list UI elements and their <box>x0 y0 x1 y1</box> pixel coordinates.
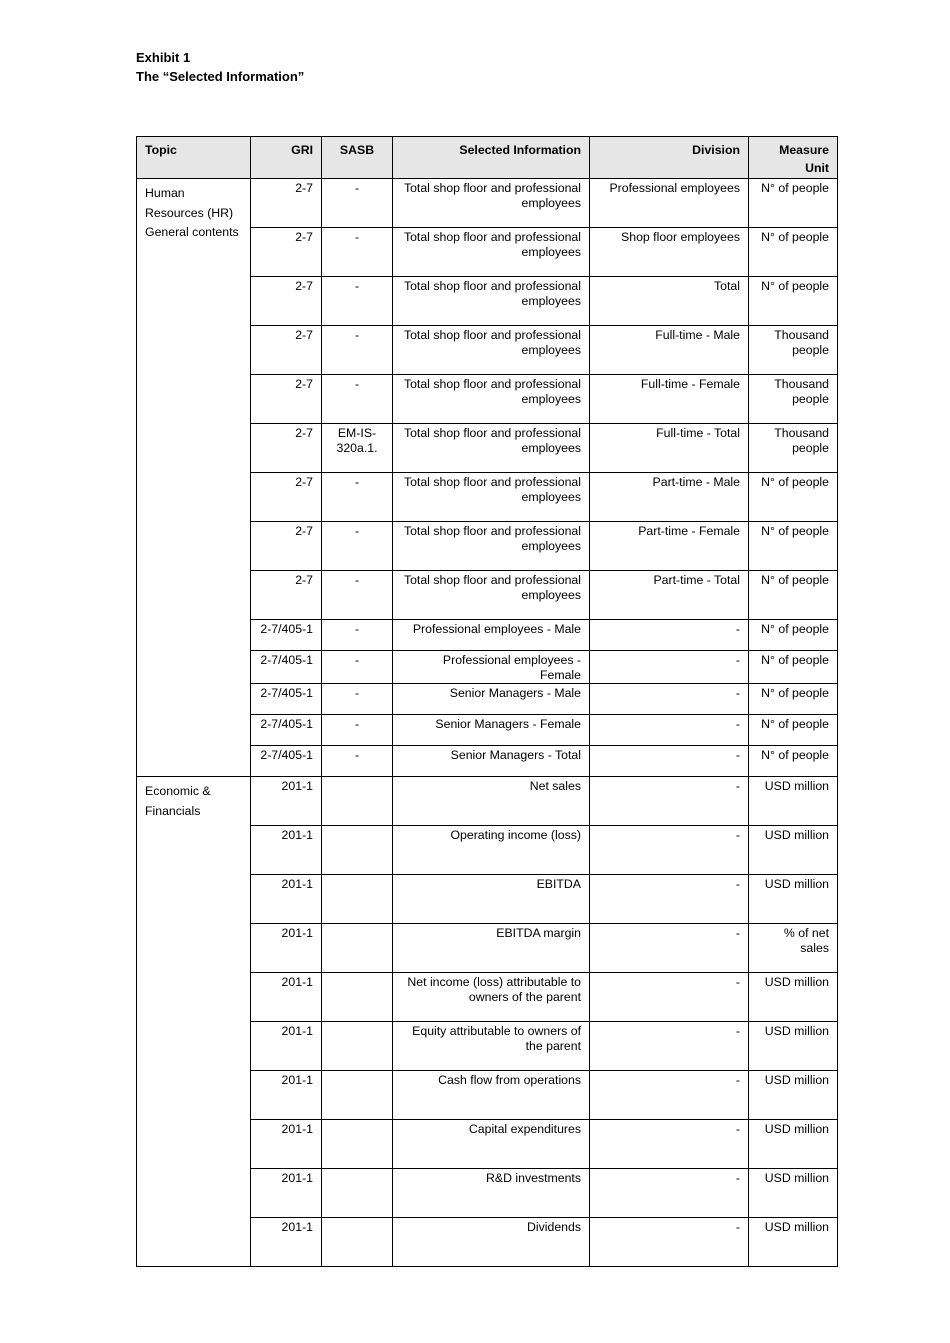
sasb-cell <box>322 1218 393 1267</box>
sasb-cell: - <box>322 277 393 326</box>
gri-cell: 2-7 <box>251 179 322 228</box>
measure-unit-cell: USD million <box>749 875 838 924</box>
selected-information-cell: Equity attributable to owners of the parent <box>393 1022 590 1071</box>
table-body <box>137 179 838 1267</box>
selected-information-cell: EBITDA margin <box>393 924 590 973</box>
division-cell: - <box>590 826 749 875</box>
sasb-cell: - <box>322 375 393 424</box>
measure-unit-cell: N° of people <box>749 746 838 777</box>
sasb-cell: - <box>322 326 393 375</box>
selected-information-cell: Total shop floor and professional employees <box>393 179 590 228</box>
division-cell: Full-time - Female <box>590 375 749 424</box>
sasb-cell: - <box>322 473 393 522</box>
division-cell: - <box>590 715 749 746</box>
exhibit-title: Exhibit 1 <box>136 50 191 65</box>
gri-cell: 201-1 <box>251 826 322 875</box>
col-header-topic: Topic <box>137 137 251 179</box>
gri-cell: 201-1 <box>251 924 322 973</box>
division-cell: - <box>590 875 749 924</box>
division-cell: Full-time - Total <box>590 424 749 473</box>
measure-unit-cell: N° of people <box>749 620 838 651</box>
gri-cell: 2-7 <box>251 277 322 326</box>
gri-cell: 201-1 <box>251 875 322 924</box>
gri-cell: 2-7/405-1 <box>251 651 322 684</box>
sasb-cell <box>322 826 393 875</box>
sasb-cell <box>322 1169 393 1218</box>
selected-information-cell: Dividends <box>393 1218 590 1267</box>
selected-information-cell: R&D investments <box>393 1169 590 1218</box>
sasb-cell <box>322 1120 393 1169</box>
col-header-gri: GRI <box>251 137 322 179</box>
gri-cell: 2-7 <box>251 522 322 571</box>
topic-cell: Human Resources (HR) General contents <box>137 179 251 777</box>
selected-information-cell: Net sales <box>393 777 590 826</box>
sasb-cell <box>322 1022 393 1071</box>
selected-information-table <box>136 136 838 1267</box>
selected-information-cell: Total shop floor and professional employees <box>393 228 590 277</box>
selected-information-cell: EBITDA <box>393 875 590 924</box>
division-cell: Part-time - Female <box>590 522 749 571</box>
selected-information-cell: Total shop floor and professional employees <box>393 326 590 375</box>
selected-information-cell: Total shop floor and professional employees <box>393 375 590 424</box>
sasb-cell: - <box>322 651 393 684</box>
measure-unit-cell: USD million <box>749 1071 838 1120</box>
division-cell: Professional employees <box>590 179 749 228</box>
selected-information-cell: Professional employees - Female <box>393 651 590 684</box>
division-cell: - <box>590 1169 749 1218</box>
measure-unit-cell: N° of people <box>749 571 838 620</box>
gri-cell: 201-1 <box>251 973 322 1022</box>
col-header-selected-information: Selected Information <box>393 137 590 179</box>
gri-cell: 2-7 <box>251 424 322 473</box>
selected-information-cell: Professional employees - Male <box>393 620 590 651</box>
division-cell: - <box>590 651 749 684</box>
measure-unit-cell: USD million <box>749 1169 838 1218</box>
selected-information-cell: Senior Managers - Female <box>393 715 590 746</box>
division-cell: Total <box>590 277 749 326</box>
measure-unit-cell: USD million <box>749 973 838 1022</box>
measure-unit-cell: USD million <box>749 1218 838 1267</box>
division-cell: - <box>590 777 749 826</box>
col-header-measure-unit: Measure Unit <box>749 137 838 179</box>
gri-cell: 2-7/405-1 <box>251 746 322 777</box>
division-cell: - <box>590 1120 749 1169</box>
selected-information-cell: Senior Managers - Total <box>393 746 590 777</box>
gri-cell: 2-7 <box>251 228 322 277</box>
measure-unit-cell: USD million <box>749 777 838 826</box>
selected-information-cell: Cash flow from operations <box>393 1071 590 1120</box>
sasb-cell: - <box>322 228 393 277</box>
gri-cell: 2-7/405-1 <box>251 620 322 651</box>
division-cell: - <box>590 1071 749 1120</box>
exhibit-heading <box>136 48 304 86</box>
division-cell: - <box>590 684 749 715</box>
measure-unit-cell: N° of people <box>749 277 838 326</box>
gri-cell: 2-7 <box>251 375 322 424</box>
sasb-cell: - <box>322 179 393 228</box>
table-header-row <box>137 137 838 179</box>
division-cell: Full-time - Male <box>590 326 749 375</box>
measure-unit-cell: N° of people <box>749 522 838 571</box>
division-cell: Part-time - Male <box>590 473 749 522</box>
selected-information-cell: Total shop floor and professional employees <box>393 473 590 522</box>
sasb-cell: - <box>322 522 393 571</box>
sasb-cell: - <box>322 746 393 777</box>
selected-information-cell: Capital expenditures <box>393 1120 590 1169</box>
sasb-cell <box>322 924 393 973</box>
gri-cell: 2-7/405-1 <box>251 715 322 746</box>
selected-information-cell: Total shop floor and professional employees <box>393 277 590 326</box>
measure-unit-cell: Thousand people <box>749 424 838 473</box>
gri-cell: 2-7 <box>251 473 322 522</box>
selected-information-cell: Total shop floor and professional employees <box>393 522 590 571</box>
division-cell: - <box>590 746 749 777</box>
selected-information-cell: Operating income (loss) <box>393 826 590 875</box>
gri-cell: 201-1 <box>251 1169 322 1218</box>
measure-unit-cell: % of net sales <box>749 924 838 973</box>
col-header-sasb: SASB <box>322 137 393 179</box>
measure-unit-cell: Thousand people <box>749 375 838 424</box>
gri-cell: 2-7 <box>251 326 322 375</box>
col-header-division: Division <box>590 137 749 179</box>
topic-cell: Economic & Financials <box>137 777 251 1267</box>
measure-unit-cell: N° of people <box>749 473 838 522</box>
division-cell: - <box>590 620 749 651</box>
table-row <box>137 777 838 826</box>
measure-unit-cell: USD million <box>749 1022 838 1071</box>
table-row <box>137 179 838 228</box>
selected-information-cell: Net income (loss) attributable to owners of the parent <box>393 973 590 1022</box>
measure-unit-cell: N° of people <box>749 228 838 277</box>
gri-cell: 2-7/405-1 <box>251 684 322 715</box>
division-cell: - <box>590 973 749 1022</box>
division-cell: - <box>590 1218 749 1267</box>
measure-unit-cell: N° of people <box>749 651 838 684</box>
sasb-cell: - <box>322 715 393 746</box>
selected-information-cell: Total shop floor and professional employees <box>393 424 590 473</box>
measure-unit-cell: N° of people <box>749 179 838 228</box>
measure-unit-cell: USD million <box>749 826 838 875</box>
measure-unit-cell: Thousand people <box>749 326 838 375</box>
sasb-cell: - <box>322 620 393 651</box>
measure-unit-cell: N° of people <box>749 684 838 715</box>
sasb-cell: - <box>322 571 393 620</box>
division-cell: - <box>590 1022 749 1071</box>
measure-unit-cell: USD million <box>749 1120 838 1169</box>
sasb-cell <box>322 973 393 1022</box>
selected-information-cell: Senior Managers - Male <box>393 684 590 715</box>
division-cell: Part-time - Total <box>590 571 749 620</box>
measure-unit-cell: N° of people <box>749 715 838 746</box>
gri-cell: 201-1 <box>251 1022 322 1071</box>
sasb-cell: - <box>322 684 393 715</box>
gri-cell: 2-7 <box>251 571 322 620</box>
gri-cell: 201-1 <box>251 1218 322 1267</box>
sasb-cell: EM-IS-320a.1. <box>322 424 393 473</box>
division-cell: Shop floor employees <box>590 228 749 277</box>
selected-information-cell: Total shop floor and professional employees <box>393 571 590 620</box>
gri-cell: 201-1 <box>251 1120 322 1169</box>
sasb-cell <box>322 1071 393 1120</box>
division-cell: - <box>590 924 749 973</box>
sasb-cell <box>322 777 393 826</box>
gri-cell: 201-1 <box>251 777 322 826</box>
gri-cell: 201-1 <box>251 1071 322 1120</box>
sasb-cell <box>322 875 393 924</box>
exhibit-subtitle: The “Selected Information” <box>136 69 305 84</box>
